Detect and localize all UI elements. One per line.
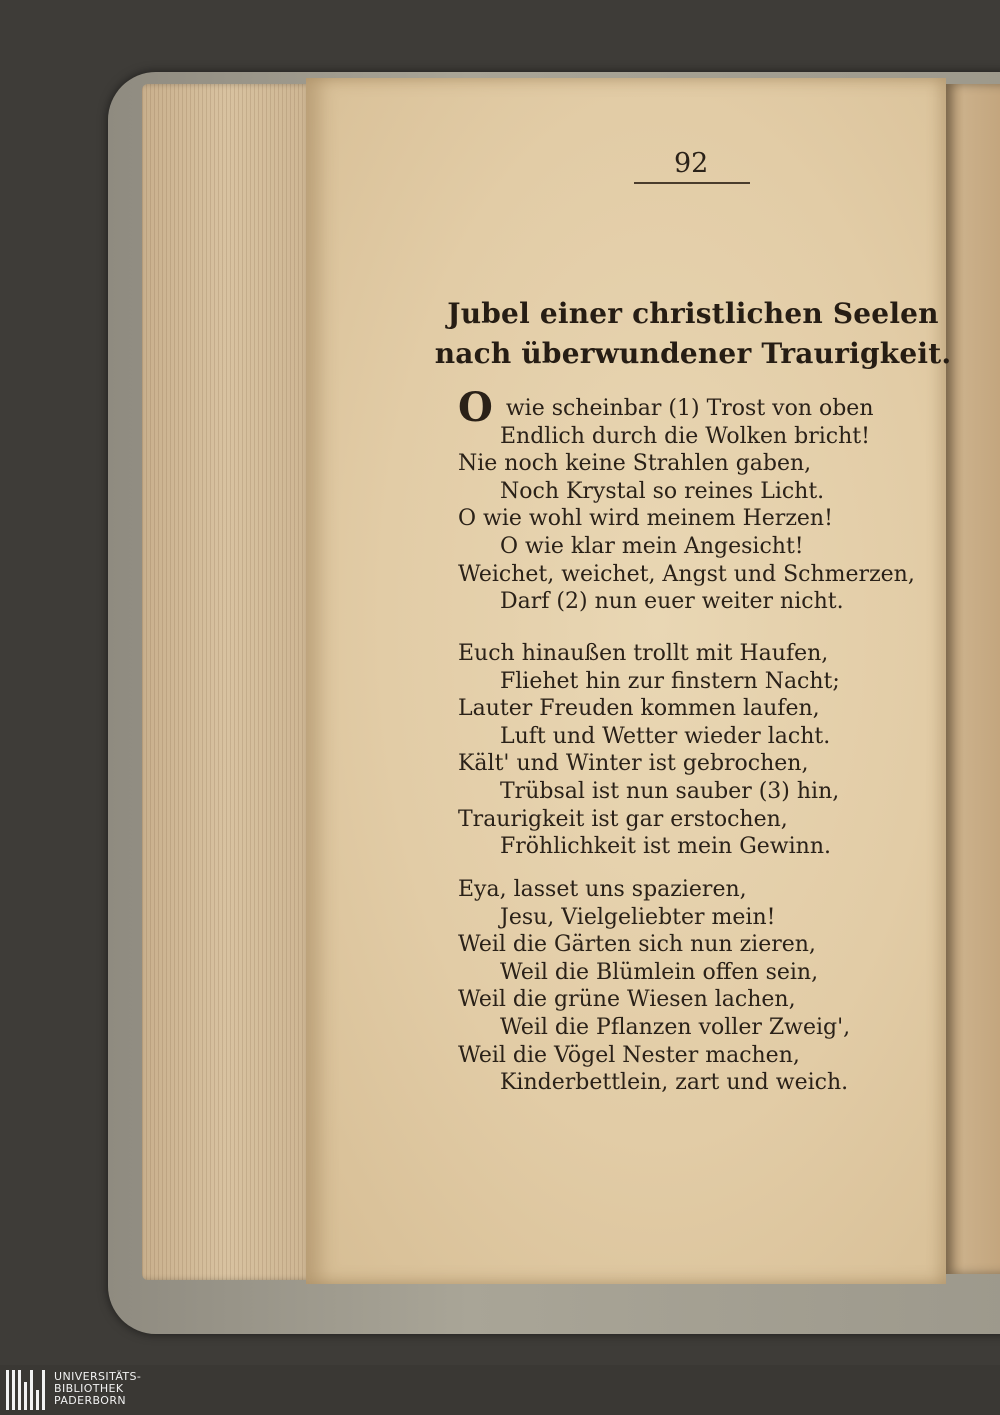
drop-cap: O [458,384,493,431]
footer-bar [0,1365,1000,1415]
verse-line: Darf (2) nun euer weiter nicht. [500,589,844,615]
verse-line: Weichet, weichet, Angst und Schmerzen, [458,561,915,587]
verse-line: Nie noch keine Strahlen gaben, [458,451,812,477]
verse-line: O wie klar mein Angesicht! [500,533,804,559]
poem-title: Jubel einer christlichen Seelen nach überwundener Traurigkeit. [434,297,952,370]
verse-line: Weil die grüne Wiesen lachen, [458,987,796,1013]
verse-line: Weil die Pflanzen voller Zweig', [500,1014,851,1040]
verse-line: Traurigkeit ist gar erstochen, [458,806,788,832]
verse-line: O wie wohl wird meinem Herzen! [458,506,833,532]
library-name-line: BIBLIOTHEK [54,1382,124,1395]
stanza-1 [458,384,915,616]
verse-line: Luft und Wetter wieder lacht. [500,723,831,749]
stanza-3 [458,876,898,1097]
library-logo-icon [6,1370,46,1410]
verse-line: Noch Krystal so reines Licht. [500,478,825,504]
verse-line [458,384,898,431]
verse-line: Endlich durch die Wolken bricht! [500,423,870,449]
verse-line: Trübsal ist nun sauber (3) hin, [500,778,840,804]
library-name-line: PADERBORN [54,1394,127,1407]
verse-line: Fröhlichkeit ist mein Gewinn. [500,834,832,860]
stanza-2 [458,640,898,861]
verse-line: Lauter Freuden kommen laufen, [458,696,820,722]
verse-line-rest: wie scheinbar (1) Trost von oben [498,396,874,421]
page-number-rule [634,182,750,184]
verse-line: Weil die Gärten sich nun zieren, [458,932,816,958]
verse-line: Kält' und Winter ist gebrochen, [458,751,809,777]
page-number: 92 [674,148,709,179]
verse-line: Euch hinaußen trollt mit Haufen, [458,641,829,666]
verse-line: Kinderbettlein, zart und weich. [500,1070,849,1096]
verse-line: Eya, lasset uns spazieren, [458,877,747,902]
library-name-line: UNIVERSITÄTS- [54,1370,142,1383]
library-name [54,1371,141,1407]
verse-line: Weil die Blümlein offen sein, [500,959,819,985]
verse-line: Weil die Vögel Nester machen, [458,1042,800,1068]
page-edges [142,84,312,1280]
facing-page-edge [946,84,1000,1274]
verse-line: Jesu, Vielgeliebter mein! [500,904,776,930]
verse-line: Fliehet hin zur finstern Nacht; [500,668,840,694]
